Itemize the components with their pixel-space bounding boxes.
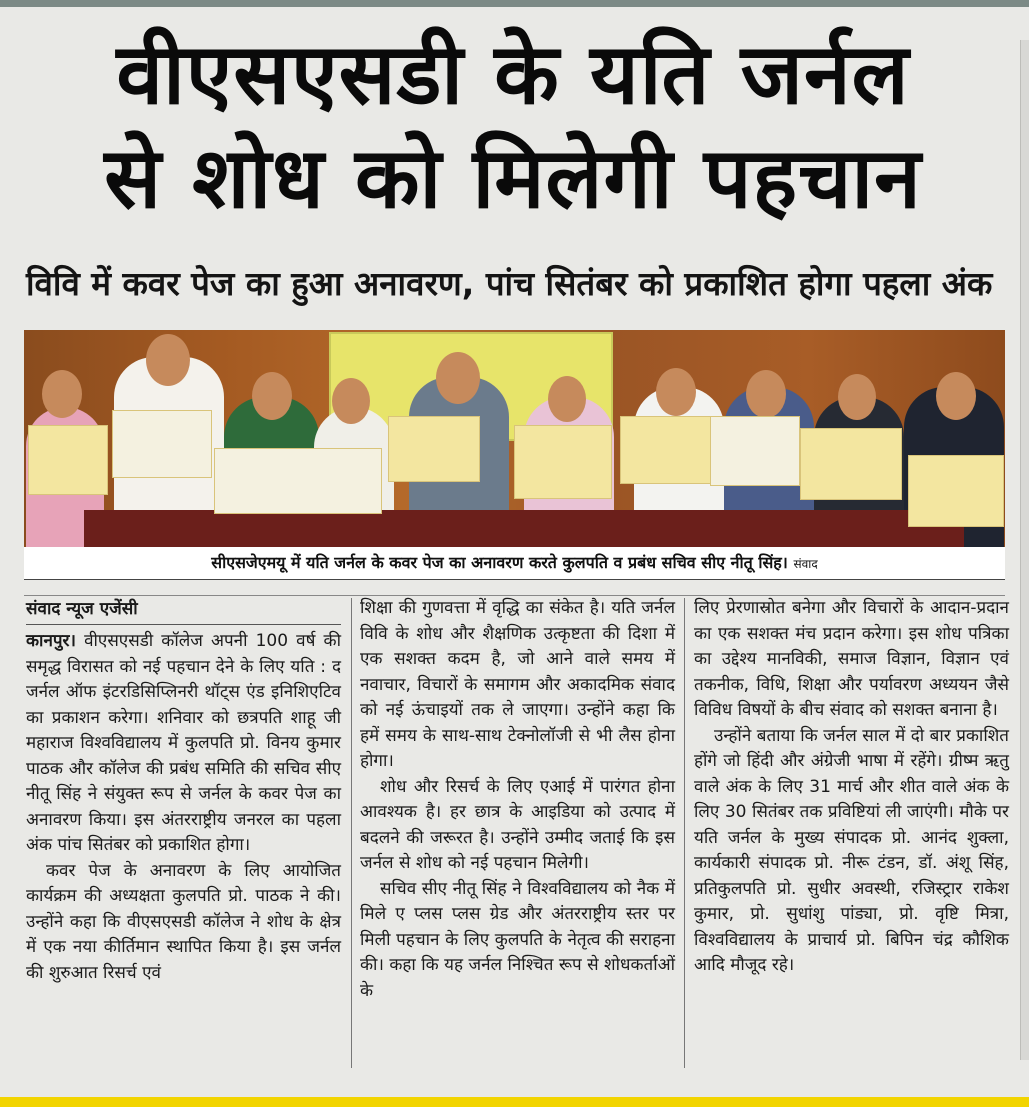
table xyxy=(84,510,964,547)
headline xyxy=(18,22,1008,230)
page-edge xyxy=(1020,40,1029,1060)
bottom-band xyxy=(0,1097,1029,1107)
person-head xyxy=(252,372,292,420)
person-head xyxy=(548,376,586,422)
person-head xyxy=(656,368,696,416)
journal-cover xyxy=(710,416,800,486)
person-head xyxy=(42,370,82,418)
top-rule xyxy=(0,0,1029,7)
article-paragraph: सचिव सीए नीतू सिंह ने विश्वविद्यालय को नैक में मिले ए प्लस प्लस ग्रेड और अंतरराष्ट्रीय स्तर पर मिली पहचान के लिए कुलपति के नेतृत्व की सराहना की। कहा कि यह जर्नल निश्चित रूप से शोधकर्ताओं के xyxy=(360,878,675,1001)
column-rule xyxy=(684,598,685,1068)
paragraph-text: वीएसएसडी कॉलेज अपनी 100 वर्ष की समृद्ध विरासत को नई पहचान देने के लिए यति : द जर्नल ऑफ इंटरडिसिप्लिनरी थॉट्स एंड इनिशिएटिव का प्रकाशन करेगा। शनिवार को छत्रपति शाहू जी महाराज विश्वविद्यालय में कुलपति प्रो. विनय कुमार पाठक और कॉलेज की प्रबंध समिति की सचिव सीए नीतू सिंह ने संयुक्त रूप से जर्नल के कवर पेज का अनावरण किया। इस अंतरराष्ट्रीय जनरल का पहला अंक पांच सितंबर को प्रकाशित होगा। xyxy=(26,631,341,855)
journal-cover xyxy=(514,425,612,499)
journal-cover xyxy=(620,416,714,484)
person-head xyxy=(936,372,976,420)
journal-cover xyxy=(28,425,108,495)
journal-cover xyxy=(388,416,480,482)
news-photo xyxy=(24,330,1005,547)
column-rule xyxy=(351,598,352,1068)
dateline: कानपुर। xyxy=(26,631,76,651)
person-head xyxy=(436,352,480,404)
person-head xyxy=(838,374,876,420)
headline-line-2: से शोध को मिलेगी पहचान xyxy=(104,129,922,227)
article-paragraph: कवर पेज के अनावरण के लिए आयोजित कार्यक्रम की अध्यक्षता कुलपति प्रो. पाठक ने की। उन्होंने कहा कि वीएसएसडी कॉलेज ने शोध के क्षेत्र में एक नया कीर्तिमान स्थापित किया है। इस जर्नल की शुरुआत रिसर्च एवं xyxy=(26,860,341,983)
article-paragraph: शोध और रिसर्च के लिए एआई में पारंगत होना आवश्यक है। हर छात्र के आइडिया को उत्पाद में बदलने की जरूरत है। उन्होंने उम्मीद जताई कि इस जर्नल से शोध को नई पहचान मिलेगी। xyxy=(360,776,675,873)
article-paragraph xyxy=(26,629,341,859)
article-paragraph: शिक्षा की गुणवत्ता में वृद्धि का संकेत है। यति जर्नल विवि के शोध और शैक्षणिक उत्कृष्टता की दिशा में एक सशक्त कदम है, जो आने वाले समय में नवाचार, विचारों के समागम और अकादमिक संवाद को नई ऊंचाइयों तक ले जाएगा। उन्होंने कहा कि हमें समय के साथ-साथ टेक्नोलॉजी से भी लैस होना होगा। xyxy=(360,598,675,771)
article-paragraph: उन्होंने बताया कि जर्नल साल में दो बार प्रकाशित होंगे जो हिंदी और अंग्रेजी भाषा में रहेंगे। ग्रीष्म ऋतु वाले अंक के लिए 31 मार्च और शीत वाले अंक के लिए 30 सितंबर तक प्रविष्टियां ली जाएंगी। मौके पर यति जर्नल के मुख्य संपादक प्रो. आनंद शुक्ला, कार्यकारी संपादक प्रो. नीरू टंडन, डॉ. अंशू सिंह, प्रतिकुलपति प्रो. सुधीर अवस्थी, रजिस्ट्रार राकेश कुमार, प्रो. सुधांशु पांड्या, प्रो. वृष्टि मित्रा, विश्वविद्यालय के प्राचार्य प्रो. बिपिन चंद्र कौशिक आदि मौजूद रहे। xyxy=(694,725,1009,975)
person-head xyxy=(146,334,190,386)
article-column-3 xyxy=(694,596,1009,979)
article-column-2 xyxy=(360,596,675,1004)
photo-caption xyxy=(24,547,1005,580)
subheadline: विवि में कवर पेज का हुआ अनावरण, पांच सितंबर को प्रकाशित होगा पहला अंक xyxy=(26,264,993,303)
journal-cover xyxy=(800,428,902,500)
journal-cover xyxy=(908,455,1004,527)
photo-credit: संवाद xyxy=(793,557,818,571)
journal-cover xyxy=(214,448,382,514)
caption-text: सीएसजेएमयू में यति जर्नल के कवर पेज का अनावरण करते कुलपति व प्रबंध सचिव सीए नीतू सिंह। xyxy=(211,553,788,572)
article-paragraph: लिए प्रेरणास्रोत बनेगा और विचारों के आदान-प्रदान का एक सशक्त मंच प्रदान करेगा। इस शोध पत्रिका का उद्देश्य मानविकी, समाज विज्ञान, विज्ञान एवं तकनीक, विधि, शिक्षा और पर्यावरण अध्ययन जैसे विविध विषयों के बीच संवाद को सशक्त बनाना है। xyxy=(694,598,1009,720)
byline: संवाद न्यूज एजेंसी xyxy=(26,596,341,625)
journal-cover xyxy=(112,410,212,478)
person-head xyxy=(332,378,370,424)
article-column-1 xyxy=(26,596,341,986)
person-head xyxy=(746,370,786,418)
headline-line-1: वीएसएसडी के यति जर्नल xyxy=(116,25,910,123)
